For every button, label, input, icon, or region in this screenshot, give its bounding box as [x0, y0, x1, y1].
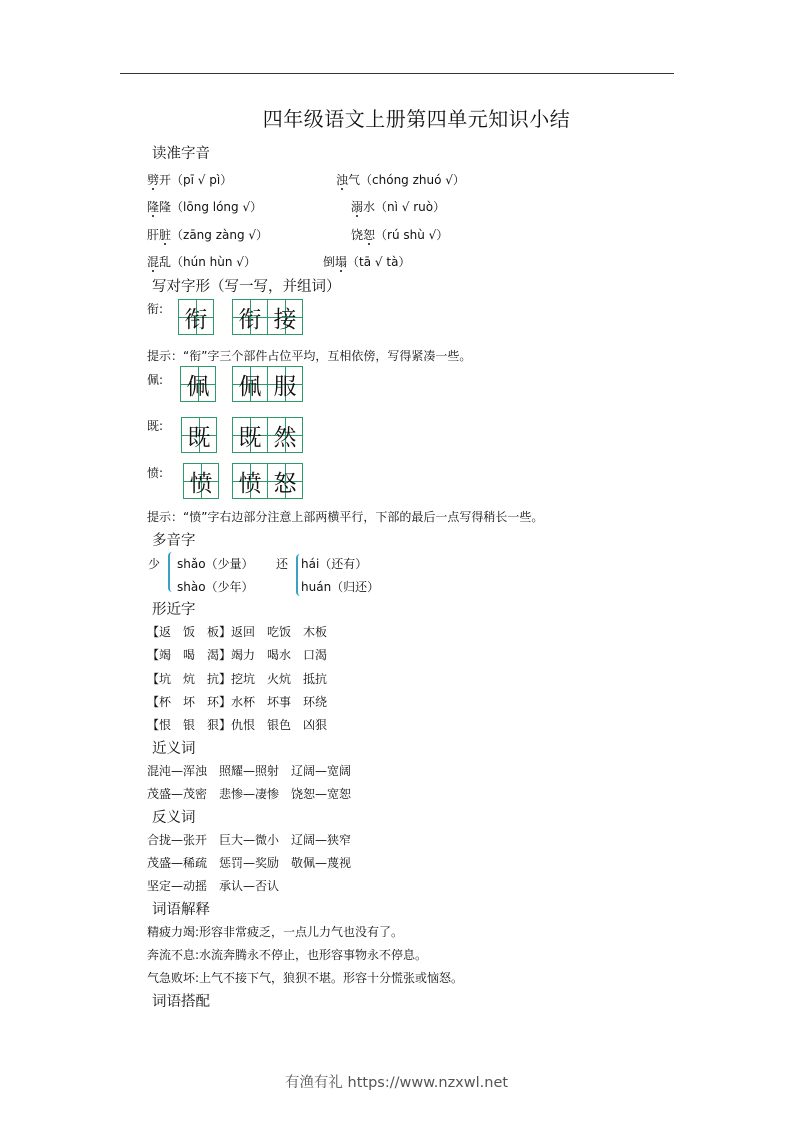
section-heading-writing: 写对字形（写一写，并组词） [152, 279, 341, 295]
similar-row: 【杯 坏 环】水杯 坏事 环绕 [147, 695, 328, 709]
tianzige-single: 愤 [183, 463, 219, 499]
pronunciation-item: 混乱（hún hùn √） [147, 255, 256, 269]
similar-row: 【恨 银 狠】仇恨 银色 凶狠 [147, 718, 328, 732]
similar-row: 【竭 喝 渴】竭力 喝水 口渴 [147, 648, 328, 662]
similar-row: 【返 饭 板】返回 吃饭 木板 [147, 625, 328, 639]
synonym-row: 茂盛—茂密 悲惨—凄惨 饶恕—宽恕 [147, 787, 352, 801]
tianzige-pair: 既 然 [232, 417, 303, 453]
pronunciation-item: 劈开（pī √ pì） [147, 173, 233, 187]
tianzige-pair: 衔 接 [232, 299, 303, 335]
section-heading-pronunciation: 读准字音 [152, 146, 210, 162]
section-heading-similar: 形近字 [152, 602, 196, 618]
pronunciation-item: 隆隆（lōng lóng √） [147, 200, 263, 214]
tianzige-single: 既 [181, 417, 217, 453]
section-heading-synonyms: 近义词 [152, 741, 196, 757]
antonym-row: 茂盛—稀疏 惩罚—奖励 敬佩—蔑视 [147, 856, 352, 870]
polyphonic-reading: shào（少年） [177, 580, 254, 594]
pronunciation-item: 浊气（chóng zhuó √） [336, 173, 465, 187]
brace-icon [168, 552, 176, 592]
similar-row: 【坑 炕 抗】挖坑 火炕 抵抗 [147, 672, 328, 686]
polyphonic-char: 还 [276, 557, 289, 571]
tianzige-single: 衔 [178, 299, 214, 335]
section-heading-explanations: 词语解释 [152, 902, 210, 918]
writing-tip: 提示：“衔”字三个部件占位平均，互相依傍，写得紧凑一些。 [147, 349, 472, 363]
explanation-row: 奔流不息:水流奔腾永不停止，也形容事物永不停息。 [147, 948, 428, 962]
writing-char-label: 佩: [147, 373, 164, 387]
pronunciation-item: 肝脏（zāng zàng √） [147, 228, 269, 242]
antonym-row: 合拢—张开 巨大—微小 辽阔—狭窄 [147, 833, 352, 847]
footer-watermark: 有渔有礼 https://www.nzxwl.net [284, 1075, 509, 1091]
antonym-row: 坚定—动摇 承认—否认 [147, 879, 280, 893]
page-title: 四年级语文上册第四单元知识小结 [262, 107, 571, 131]
writing-tip: 提示：“愤”字右边部分注意上部两横平行，下部的最后一点写得稍长一些。 [147, 510, 544, 524]
header-rule [120, 73, 674, 74]
tianzige-pair: 愤 怒 [232, 463, 303, 499]
explanation-row: 气急败坏:上气不接下气，狼狈不堪。形容十分慌张或恼怒。 [147, 971, 464, 985]
synonym-row: 混沌—浑浊 照耀—照射 辽阔—宽阔 [147, 764, 352, 778]
pronunciation-item: 饶恕（rú shù √） [351, 228, 449, 242]
section-heading-collocation: 词语搭配 [152, 994, 210, 1010]
pronunciation-item: 倒塌（tā √ tà） [323, 255, 411, 269]
writing-char-label: 愤: [147, 466, 164, 480]
polyphonic-reading: hái（还有） [301, 557, 368, 571]
polyphonic-char: 少 [148, 557, 161, 571]
pronunciation-item: 溺水（nì √ ruò） [351, 200, 446, 214]
polyphonic-reading: shǎo（少量） [177, 557, 254, 571]
section-heading-antonyms: 反义词 [152, 810, 196, 826]
explanation-row: 精疲力竭:形容非常疲乏，一点儿力气也没有了。 [147, 925, 404, 939]
writing-char-label: 衔: [147, 302, 164, 316]
writing-char-label: 既: [147, 419, 164, 433]
polyphonic-reading: huán（归还） [301, 580, 380, 594]
section-heading-polyphonic: 多音字 [152, 533, 196, 549]
tianzige-single: 佩 [180, 366, 216, 402]
tianzige-pair: 佩 服 [232, 366, 303, 402]
